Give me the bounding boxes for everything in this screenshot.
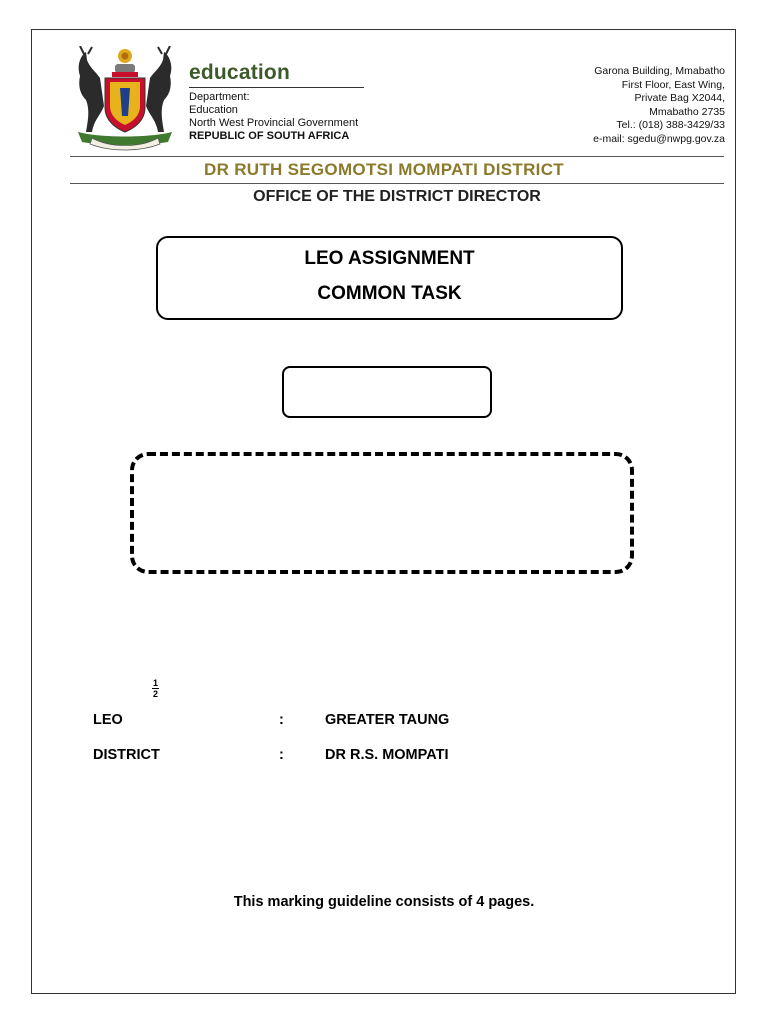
education-rule — [189, 87, 364, 88]
department-line: North West Provincial Government — [189, 117, 359, 129]
country-line: REPUBLIC OF SOUTH AFRICA — [189, 130, 350, 142]
address-line: e-mail: sgedu@nwpg.gov.za — [593, 132, 725, 145]
address-block — [593, 65, 725, 147]
field-colon: : — [279, 712, 284, 728]
fraction-mark — [152, 678, 159, 699]
fraction-denominator: 2 — [152, 689, 158, 699]
department-line: Education — [189, 104, 238, 116]
dashed-info-box — [130, 452, 634, 574]
district-title: DR RUTH SEGOMOTSI MOMPATI DISTRICT — [204, 160, 564, 179]
department-block — [189, 60, 364, 143]
address-line: Private Bag X2044, — [634, 92, 725, 105]
department-line: Department: — [189, 91, 250, 103]
empty-label-box — [282, 366, 492, 418]
address-line: Mmabatho 2735 — [649, 105, 725, 118]
address-line: Garona Building, Mmabatho — [594, 65, 725, 77]
field-value: GREATER TAUNG — [325, 712, 450, 728]
address-line: Tel.: (018) 388-3429/33 — [616, 119, 725, 132]
title-box — [156, 236, 623, 320]
field-value: DR R.S. MOMPATI — [325, 747, 449, 763]
fraction-numerator: 1 — [152, 678, 158, 688]
assignment-title: LEO ASSIGNMENT — [304, 248, 475, 269]
coat-of-arms-icon — [70, 46, 180, 152]
header-rule-bottom — [70, 183, 724, 184]
office-title: OFFICE OF THE DISTRICT DIRECTOR — [253, 188, 541, 205]
education-wordmark: education — [189, 61, 290, 84]
header-rule-top — [70, 156, 724, 157]
page-count-note: This marking guideline consists of 4 pages. — [233, 894, 535, 910]
field-label: DISTRICT — [93, 747, 160, 763]
field-colon: : — [279, 747, 284, 763]
task-subtitle: COMMON TASK — [317, 283, 462, 304]
field-label: LEO — [93, 712, 123, 728]
address-line: First Floor, East Wing, — [621, 78, 725, 91]
